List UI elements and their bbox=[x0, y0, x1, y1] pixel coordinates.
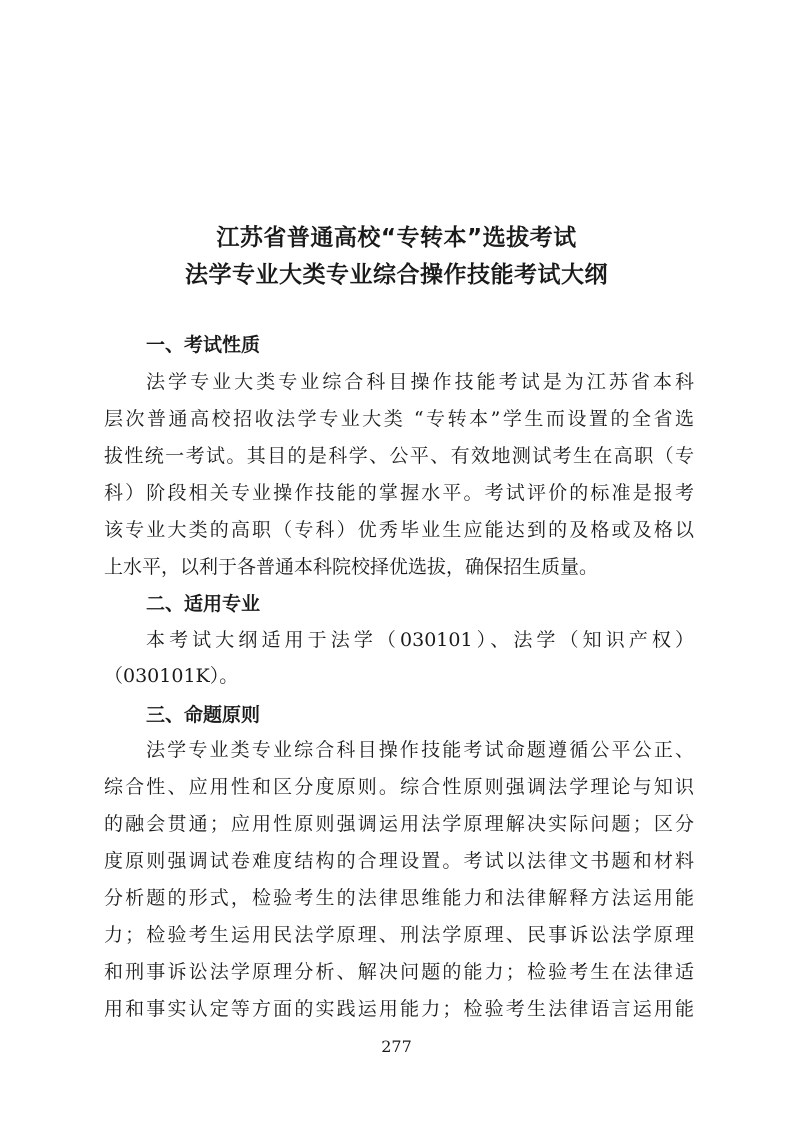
paragraph-line: 法学专业大类专业综合科目操作技能考试是为江苏省本科 bbox=[146, 371, 694, 393]
paragraph-line: 法学专业类专业综合科目操作技能考试命题遵循公平公正、 bbox=[146, 739, 694, 761]
paragraph-line: 本考试大纲适用于法学（030101）、法学（知识产权） bbox=[146, 629, 694, 651]
section-heading-nature: 一、考试性质 bbox=[146, 334, 261, 356]
document-title-line-2: 法学专业大类专业综合操作技能考试大纲 bbox=[185, 262, 608, 288]
paragraph-line: 科）阶段相关专业操作技能的掌握水平。考试评价的标准是报考 bbox=[104, 482, 694, 504]
paragraph-line: 和刑事诉讼法学原理分析、解决问题的能力；检验考生在法律适 bbox=[104, 961, 694, 983]
document-title-line-1: 江苏省普通高校“专转本”选拔考试 bbox=[216, 225, 577, 251]
paragraph-line: 综合性、应用性和区分度原则。综合性原则强调法学理论与知识 bbox=[104, 776, 694, 798]
paragraph-line: 力；检验考生运用民法学原理、刑法学原理、民事诉讼法学原理 bbox=[104, 924, 694, 946]
paragraph-line: 度原则强调试卷难度结构的合理设置。考试以法律文书题和材料 bbox=[104, 850, 694, 872]
paragraph-line: 拔性统一考试。其目的是科学、公平、有效地测试考生在高职（专 bbox=[104, 445, 694, 467]
paragraph-line: 层次普通高校招收法学专业大类 “专转本”学生而设置的全省选 bbox=[104, 408, 694, 430]
paragraph-line: （030101K）。 bbox=[104, 665, 239, 687]
paragraph-line: 该专业大类的高职（专科）优秀毕业生应能达到的及格或及格以 bbox=[104, 519, 694, 541]
page-number: 277 bbox=[381, 1037, 412, 1056]
section-heading-principles: 三、命题原则 bbox=[146, 704, 261, 726]
paragraph-line: 用和事实认定等方面的实践运用能力；检验考生法律语言运用能 bbox=[104, 998, 694, 1020]
paragraph-line: 的融会贯通；应用性原则强调运用法学原理解决实际问题；区分 bbox=[104, 813, 694, 835]
paragraph-line: 上水平，以利于各普通本科院校择优选拔，确保招生质量。 bbox=[104, 556, 599, 578]
section-heading-majors: 二、适用专业 bbox=[146, 593, 261, 615]
paragraph-line: 分析题的形式，检验考生的法律思维能力和法律解释方法运用能 bbox=[104, 887, 694, 909]
